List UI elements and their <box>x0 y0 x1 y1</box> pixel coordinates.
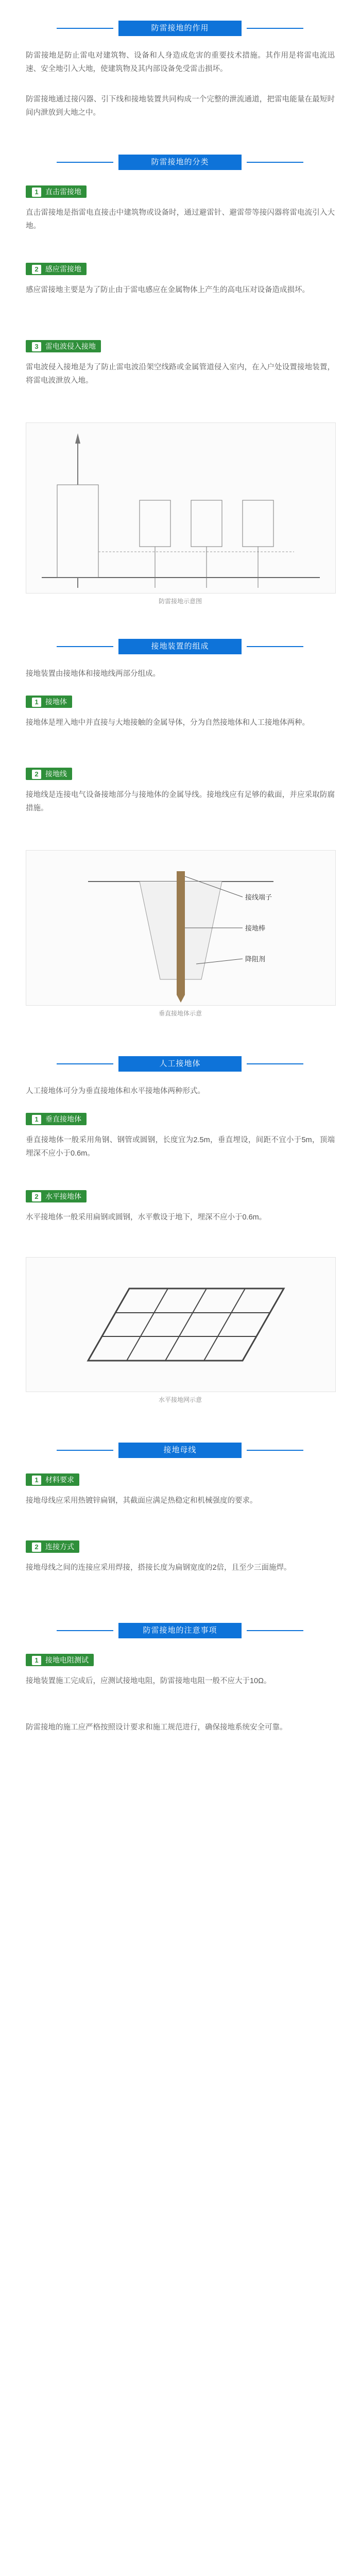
paragraph-15: 防雷接地的施工应严格按照设计要求和施工规范进行，确保接地系统安全可靠。 <box>26 1723 287 1732</box>
section-banner-1: 防雷接地的作用 <box>118 21 242 36</box>
figure-lightning-diagram <box>26 422 336 594</box>
sub-tag-b2-label: 接地线 <box>45 770 67 778</box>
section-banner-5: 接地母线 <box>118 1443 242 1458</box>
paragraph-6: 接地装置由接地体和接地线两部分组成。 <box>26 670 160 678</box>
figure-ground-rod <box>26 850 336 1006</box>
section-banner-2: 防雷接地的分类 <box>118 155 242 170</box>
label-rod: 接地棒 <box>245 924 266 932</box>
sub-tag-c2: 2 水平接地体 <box>26 1190 87 1202</box>
sub-tag-c2-label: 水平接地体 <box>45 1192 81 1200</box>
figure-ground-grid <box>26 1257 336 1392</box>
label-terminal: 接线端子 <box>245 893 272 901</box>
ground-rod-svg <box>26 851 335 1005</box>
sub-tag-a3-label: 雷电波侵入接地 <box>45 342 96 350</box>
paragraph-12: 接地母线应采用热镀锌扁钢，其截面应满足热稳定和机械强度的要求。 <box>26 1497 258 1505</box>
paragraph-3: 直击雷接地是指雷电直接击中建筑物或设备时，通过避雷针、避雷带等接闪器将雷电流引入大地。 <box>26 209 335 230</box>
figure-3-caption: 水平接地网示意 <box>158 1396 202 1403</box>
sub-tag-d1-label: 材料要求 <box>45 1476 74 1484</box>
section-banner-3: 接地装置的组成 <box>118 639 242 654</box>
lightning-diagram-svg <box>26 423 335 593</box>
ground-grid-svg <box>26 1258 335 1392</box>
figure-2-caption: 垂直接地体示意 <box>158 1010 202 1017</box>
figure-1-caption: 防雷接地示意图 <box>158 598 202 605</box>
sub-tag-b1-label: 接地体 <box>45 698 67 706</box>
sub-tag-d2: 2 连接方式 <box>26 1540 79 1553</box>
paragraph-8: 接地线是连接电气设备接地部分与接地体的金属导线。接地线应有足够的截面，并应采取防腐措施。 <box>26 791 335 812</box>
paragraph-9: 人工接地体可分为垂直接地体和水平接地体两种形式。 <box>26 1087 205 1095</box>
paragraph-1: 防雷接地是防止雷电对建筑物、设备和人身造成危害的重要技术措施。其作用是将雷电流迅速、安全地引入大地，使建筑物及其内部设备免受雷击损坏。 <box>26 52 335 73</box>
sub-tag-e1-label: 接地电阻测试 <box>45 1656 89 1664</box>
sub-tag-b1: 1 接地体 <box>26 696 72 708</box>
sub-tag-e1: 1 接地电阻测试 <box>26 1654 94 1666</box>
sub-tag-b2: 2 接地线 <box>26 768 72 780</box>
paragraph-14: 接地装置施工完成后，应测试接地电阻，防雷接地电阻一般不应大于10Ω。 <box>26 1677 271 1685</box>
section-banner-4: 人工接地体 <box>118 1056 242 1072</box>
sub-tag-d2-label: 连接方式 <box>45 1543 74 1551</box>
paragraph-7: 接地体是埋入地中并直接与大地接触的金属导体，分为自然接地体和人工接地体两种。 <box>26 719 310 727</box>
section-banner-6: 防雷接地的注意事项 <box>118 1623 242 1638</box>
paragraph-13: 接地母线之间的连接应采用焊接，搭接长度为扁钢宽度的2倍，且至少三面施焊。 <box>26 1564 292 1572</box>
sub-tag-c1: 1 垂直接地体 <box>26 1113 87 1125</box>
sub-tag-a2: 2 感应雷接地 <box>26 263 87 275</box>
sub-tag-c1-label: 垂直接地体 <box>45 1115 81 1123</box>
paragraph-10: 垂直接地体一般采用角钢、钢管或圆钢，长度宜为2.5m，垂直埋设，间距不宜小于5m，顶端埋深不应小于0.6m。 <box>26 1136 335 1158</box>
sub-tag-a2-label: 感应雷接地 <box>45 265 81 273</box>
sub-tag-a1: 1 直击雷接地 <box>26 185 87 198</box>
paragraph-2: 防雷接地通过接闪器、引下线和接地装置共同构成一个完整的泄流通道，把雷电能量在最短时间内泄放到大地之中。 <box>26 95 335 117</box>
paragraph-4: 感应雷接地主要是为了防止由于雷电感应在金属物体上产生的高电压对设备造成损坏。 <box>26 286 310 294</box>
sub-tag-a3: 3 雷电波侵入接地 <box>26 340 101 352</box>
sub-tag-a1-label: 直击雷接地 <box>45 188 81 196</box>
paragraph-11: 水平接地体一般采用扁钢或圆钢，水平敷设于地下，埋深不应小于0.6m。 <box>26 1213 267 1222</box>
sub-tag-d1: 1 材料要求 <box>26 1473 79 1486</box>
paragraph-5: 雷电波侵入接地是为了防止雷电波沿架空线路或金属管道侵入室内，在入户处设置接地装置，将雷电波泄放入地。 <box>26 363 335 385</box>
label-resistance-reducer: 降阻剂 <box>245 955 266 963</box>
